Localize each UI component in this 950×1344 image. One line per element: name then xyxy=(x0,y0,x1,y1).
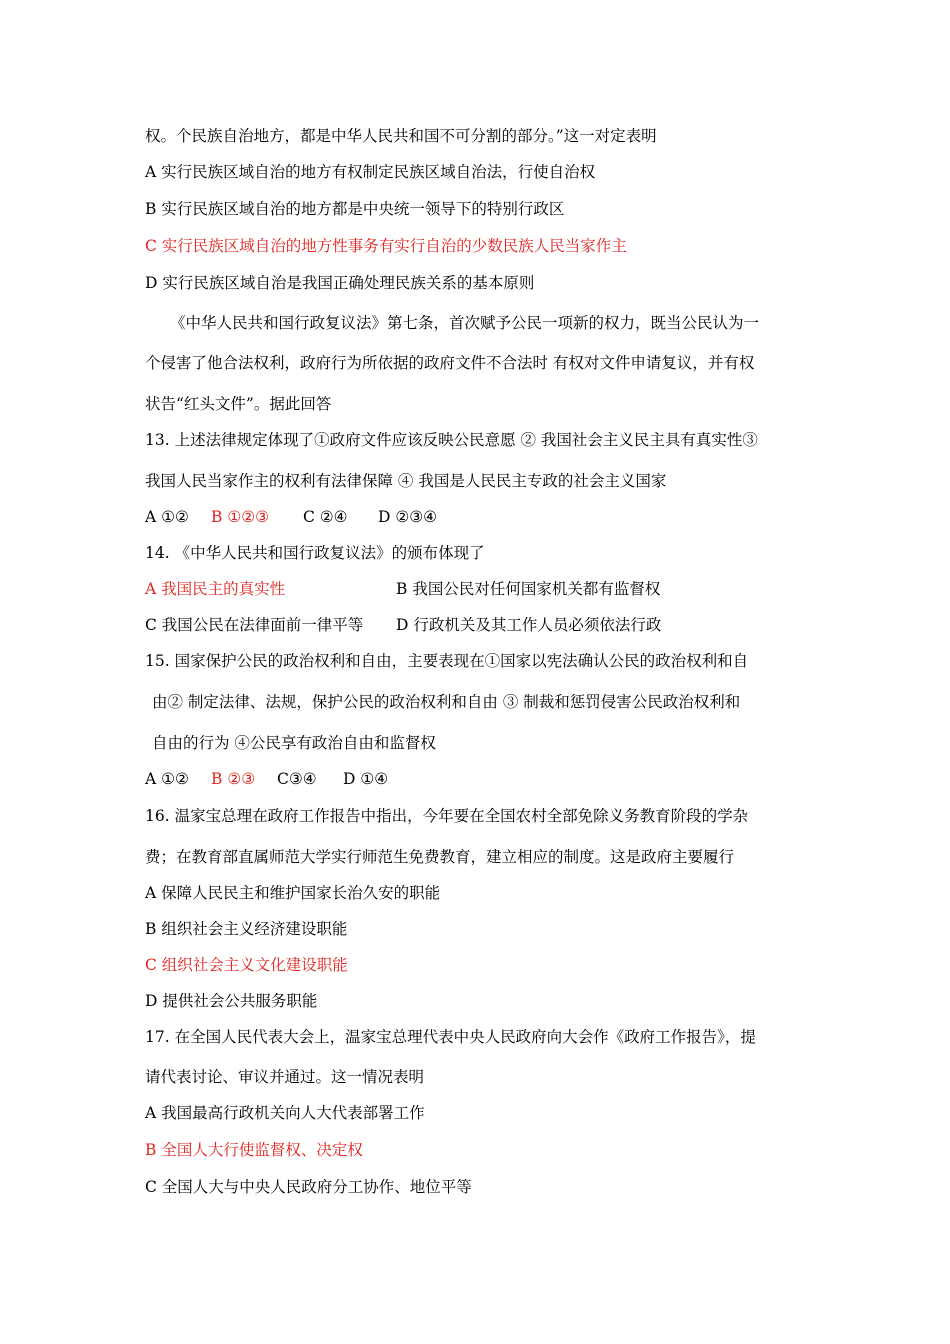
q17-line-2: 请代表讨论、审议并通过。这一情况表明 xyxy=(145,1068,425,1086)
q16-option-d: D 提供社会公共服务职能 xyxy=(145,992,318,1010)
q17-option-c: C 全国人大与中央人民政府分工协作、地位平等 xyxy=(145,1178,472,1196)
q14-stem: 14. 《中华人民共和国行政复议法》的颁布体现了 xyxy=(145,544,485,562)
q16-line-1: 16. 温家宝总理在政府工作报告中指出，今年要在全国农村全部免除义务教育阶段的学杂 xyxy=(145,807,749,825)
q15-option-a: A ①② xyxy=(145,770,189,788)
q13-option-d: D ②③④ xyxy=(378,508,438,526)
q14-option-a-answer: A 我国民主的真实性 xyxy=(145,580,286,598)
q14-options-row-2 xyxy=(145,615,661,635)
q13-option-a: A ①② xyxy=(145,508,189,526)
q15-line-3: 自由的行为 ④公民享有政治自由和监督权 xyxy=(152,734,436,752)
intro-line-3: 状告“红头文件”。据此回答 xyxy=(145,395,332,413)
q15-options xyxy=(145,769,388,789)
q15-line-2: 由② 制定法律、法规，保护公民的政治权利和自由 ③ 制裁和惩罚侵害公民政治权利和 xyxy=(152,693,741,711)
q13-option-b-answer: B ①②③ xyxy=(211,508,270,526)
q17-option-b-answer: B 全国人大行使监督权、决定权 xyxy=(145,1141,363,1159)
q16-option-c-answer: C 组织社会主义文化建设职能 xyxy=(145,956,348,974)
q14-option-b: B 我国公民对任何国家机关都有监督权 xyxy=(396,580,661,598)
intro-line-1: 《中华人民共和国行政复议法》第七条，首次赋予公民一项新的权力，既当公民认为一 xyxy=(170,314,760,332)
q13-line-1: 13. 上述法律规定体现了①政府文件应该反映公民意愿 ② 我国社会主义民主具有真实性③ xyxy=(145,431,758,449)
q17-option-a: A 我国最高行政机关向人大代表部署工作 xyxy=(145,1104,425,1122)
q15-option-c: C③④ xyxy=(277,770,317,788)
q12-option-c-answer: C 实行民族区域自治的地方性事务有实行自治的少数民族人民当家作主 xyxy=(145,237,627,255)
q12-option-d: D 实行民族区域自治是我国正确处理民族关系的基本原则 xyxy=(145,274,535,292)
q13-line-2: 我国人民当家作主的权利有法律保障 ④ 我国是人民民主专政的社会主义国家 xyxy=(145,472,667,490)
q12-option-a: A 实行民族区域自治的地方有权制定民族区域自治法，行使自治权 xyxy=(145,163,596,181)
q16-option-b: B 组织社会主义经济建设职能 xyxy=(145,920,348,938)
q13-options xyxy=(145,507,437,527)
q16-line-2: 费；在教育部直属师范大学实行师范生免费教育，建立相应的制度。这是政府主要履行 xyxy=(145,848,735,866)
q13-option-c: C ②④ xyxy=(303,508,348,526)
q15-line-1: 15. 国家保护公民的政治权利和自由，主要表现在①国家以宪法确认公民的政治权利和自 xyxy=(145,652,749,670)
q15-option-b-answer: B ②③ xyxy=(211,770,256,788)
q12-stem-tail: 权。个民族自治地方，都是中华人民共和国不可分割的部分。”这一对定表明 xyxy=(145,127,657,145)
q14-option-c: C 我国公民在法律面前一律平等 xyxy=(145,616,364,634)
q14-option-d: D 行政机关及其工作人员必须依法行政 xyxy=(396,616,662,634)
q14-options-row-1 xyxy=(145,579,660,599)
q12-option-b: B 实行民族区域自治的地方都是中央统一领导下的特别行政区 xyxy=(145,200,565,218)
intro-line-2: 个侵害了他合法权利，政府行为所依据的政府文件不合法时 有权对文件申请复议，并有权 xyxy=(145,354,755,372)
q17-line-1: 17. 在全国人民代表大会上，温家宝总理代表中央人民政府向大会作《政府工作报告》，提 xyxy=(145,1028,756,1046)
q15-option-d: D ①④ xyxy=(343,770,389,788)
q16-option-a: A 保障人民民主和维护国家长治久安的职能 xyxy=(145,884,441,902)
